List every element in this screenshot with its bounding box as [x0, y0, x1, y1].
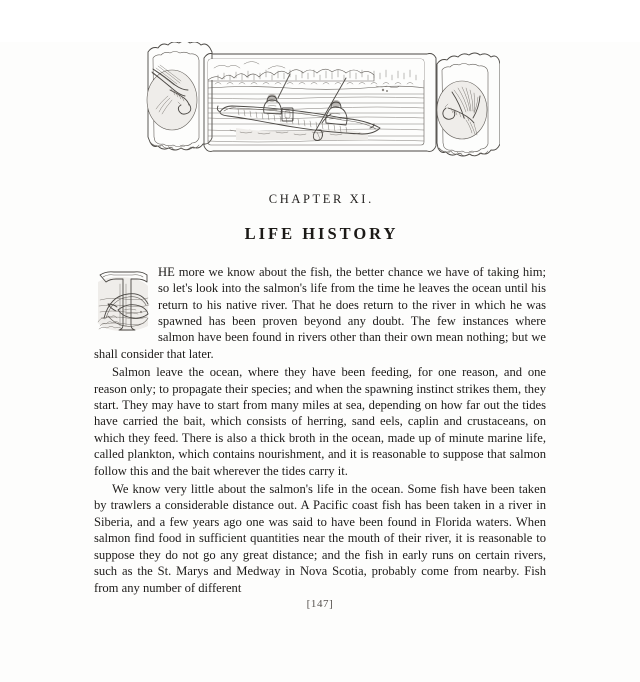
paragraph-2-text: Salmon leave the ocean, where they have been feeding, for one reason, and one reason only; to propagate their species; and when the spawning instinct strikes them, they start. They may have to start from many miles at sea, depending on how far out the tides have carried the bait, which consists of herring, sand eels, caplin and crustaceans, on which they feed. There is also a thick broth in the ocean, made up of minute marine life, called plankton, which contains nourishment, and it is reasonable to suppose that salmon follow this and the bait wherever the tides carry it.	[94, 365, 546, 478]
paragraph-1-text: HE more we know about the fish, the better chance we have of taking him; so let's look into the salmon's life from the time he leaves the ocean until his return to his native river. That he does return to the river in which he was spawned has been proven beyond any doubt. The few instances where salmon have been found in rivers other than their own mean nothing; but we shall consider that later.	[94, 264, 546, 361]
page-title: LIFE HISTORY	[244, 224, 399, 243]
chapter-number: CHAPTER XI.	[268, 192, 374, 206]
left-fly-cartouche	[147, 42, 212, 150]
headpiece-illustration	[140, 42, 500, 170]
decorated-initial-t-icon	[94, 266, 152, 332]
paragraph-2	[94, 364, 546, 479]
page-number: [147]	[306, 598, 334, 610]
paragraph-3-text: We know very little about the salmon's life in the ocean. Some fish have been taken by trawlers a considerable distance out. A Pacific coast fish has been taken in a river in Siberia, and a few years ago one was said to have been found in Florida waters. When salmon find food in sufficient quantities near the mouth of their river, it is reasonable to suppose they do not go any great distance; and the fish in early runs on certain rivers, such as the St. Marys and Medway in Nova Scotia, probably come from nearby. Fish from any number of different	[94, 482, 546, 595]
book-page	[0, 42, 640, 682]
paragraph-3	[94, 481, 546, 596]
chapter-heading	[0, 192, 640, 244]
paragraph-1	[94, 264, 546, 362]
right-fly-cartouche	[437, 53, 500, 156]
body-text	[94, 264, 546, 596]
